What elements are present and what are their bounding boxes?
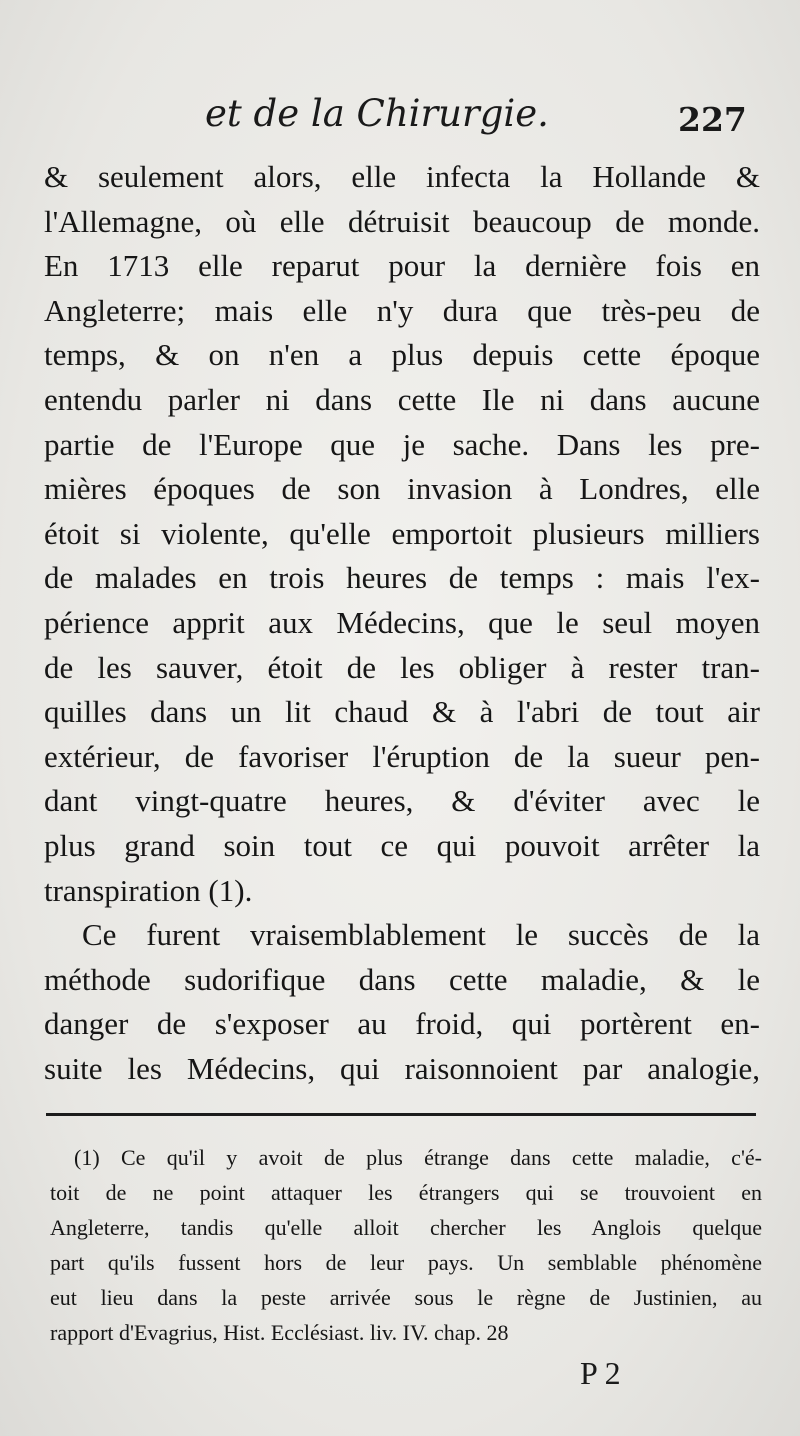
text-line: & seulement alors, elle infecta la Hollande & — [44, 159, 760, 194]
text-line: suite les Médecins, qui raisonnoient par analogie, — [44, 1050, 760, 1086]
footnote-line: rapport d'Evagrius, Hist. Ecclésiast. liv. IV. chap. 28 — [50, 1320, 509, 1345]
text-line: de les sauver, étoit de les obliger à rester tran- — [44, 649, 760, 685]
footnote-divider — [46, 1113, 756, 1116]
footnote-line: (1) Ce qu'il y avoit de plus étrange dans cette maladie, c'é- — [74, 1145, 762, 1170]
text-line: plus grand soin tout ce qui pouvoit arrêter la — [44, 827, 760, 863]
text-line: Ce furent vraisemblablement le succès de la — [82, 917, 760, 953]
footnote-line: toit de ne point attaquer les étrangers qui se trouvoient en — [50, 1180, 762, 1205]
text-line: méthode sudorifique dans cette maladie, & le — [44, 961, 760, 997]
text-line: dant vingt-quatre heures, & d'éviter avec le — [44, 783, 760, 819]
text-line: danger de s'exposer au froid, qui portèrent en- — [44, 1006, 760, 1042]
footnote-line: part qu'ils fussent hors de leur pays. Un semblable phénomène — [50, 1250, 762, 1275]
footnote — [50, 1140, 762, 1350]
text-line: temps, & on n'en a plus depuis cette époque — [44, 337, 760, 373]
text-line: entendu parler ni dans cette Ile ni dans aucune — [44, 381, 760, 417]
signature-mark: P 2 — [580, 1355, 621, 1391]
text-line: quilles dans un lit chaud & à l'abri de tout air — [44, 694, 760, 730]
text-line: partie de l'Europe que je sache. Dans les pre- — [44, 426, 760, 462]
page-header — [0, 92, 800, 142]
text-line: étoit si violente, qu'elle emportoit plusieurs milliers — [44, 515, 760, 551]
footnote-line: eut lieu dans la peste arrivée sous le règne de Justinien, au — [50, 1285, 762, 1310]
text-line: l'Allemagne, où elle détruisit beaucoup de monde. — [44, 203, 760, 239]
text-line: extérieur, de favoriser l'éruption de la sueur pen- — [44, 738, 760, 774]
text-line: périence apprit aux Médecins, que le seul moyen — [44, 604, 760, 640]
running-title: et de la Chirurgie. — [205, 92, 549, 135]
footnote-line: Angleterre, tandis qu'elle alloit chercher les Anglois quelque — [50, 1215, 762, 1240]
text-line: transpiration (1). — [44, 872, 253, 908]
text-line: En 1713 elle reparut pour la dernière fois en — [44, 248, 760, 284]
page-number: 227 — [678, 100, 747, 139]
text-line: mières époques de son invasion à Londres, elle — [44, 471, 760, 507]
body-text — [44, 155, 760, 1091]
text-line: de malades en trois heures de temps : mais l'ex- — [44, 560, 760, 596]
text-line: Angleterre; mais elle n'y dura que très-peu de — [44, 292, 760, 328]
